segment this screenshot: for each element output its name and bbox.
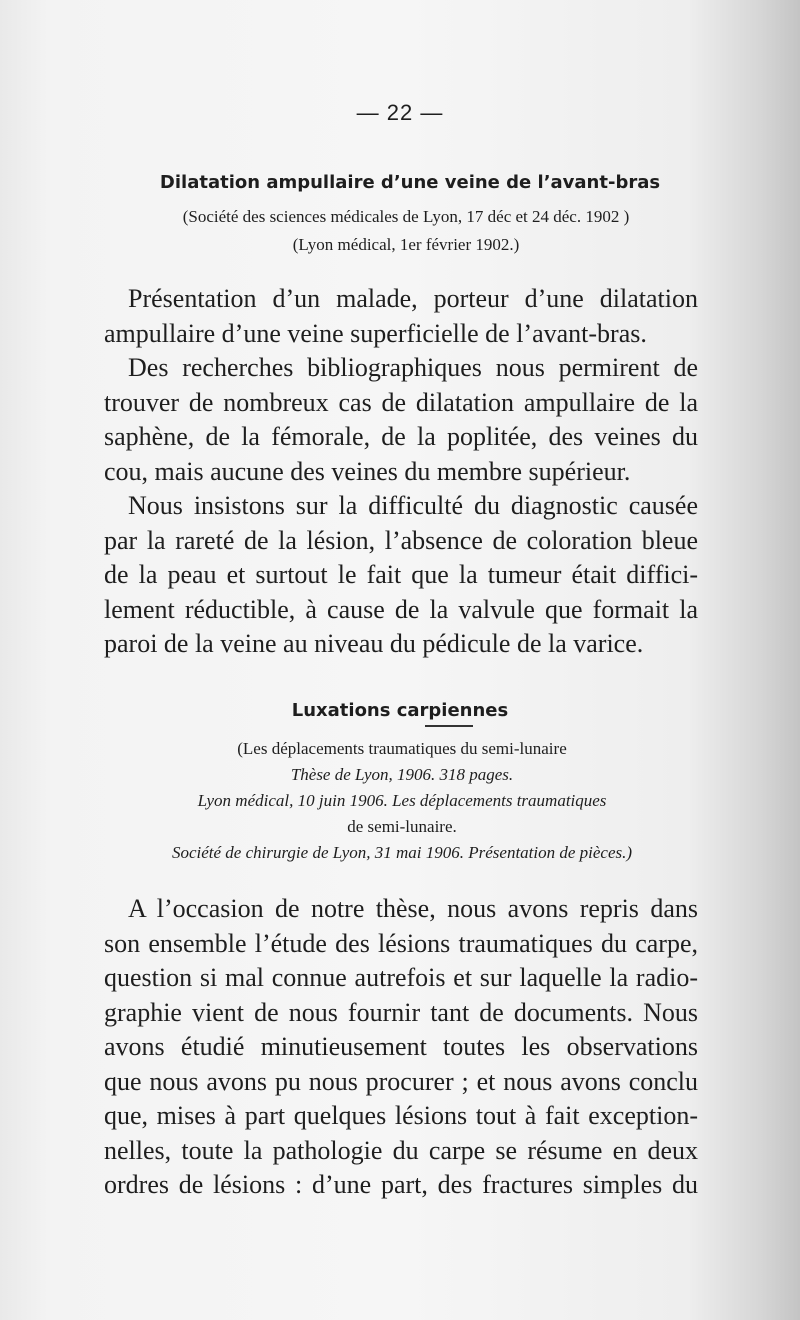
text-line: Nous insistons sur la difficulté du diagnostic causée bbox=[128, 491, 698, 520]
text-line: saphène, de la fémorale, de la poplitée, des veines du bbox=[104, 422, 698, 451]
text-line: que, mises à part quelques lésions tout à fait exception- bbox=[104, 1101, 698, 1130]
text-line: graphie vient de nous fournir tant de documents. Nous bbox=[104, 997, 698, 1027]
text-line: ampullaire d’une veine superficielle de l’avant-bras. bbox=[104, 318, 647, 348]
text-line: de la peau et surtout le fait que la tumeur était diffici- bbox=[104, 560, 698, 589]
text-line: trouver de nombreux cas de dilatation ampullaire de la bbox=[104, 387, 698, 417]
text-line: cou, mais aucune des veines du membre supérieur. bbox=[104, 456, 631, 486]
text-line: par la rareté de la lésion, l’absence de coloration bleue bbox=[104, 525, 698, 555]
text-line: Des recherches bibliographiques nous permirent de bbox=[128, 353, 698, 382]
section-title-luxations: Luxations carpiennes bbox=[291, 700, 509, 721]
text-line: Présentation d’un malade, porteur d’une dilatation bbox=[128, 284, 698, 313]
paragraph-recherches bbox=[104, 351, 698, 489]
reference-line-societe: (Société des sciences médicales de Lyon, 17 déc et 24 déc. 1902 ) bbox=[182, 207, 630, 226]
text-line: que nous avons pu nous procurer ; et nous avons conclu bbox=[104, 1066, 698, 1096]
page-number: — 22 — bbox=[356, 100, 444, 125]
text-line: paroi de la veine au niveau du pédicule de la varice. bbox=[104, 629, 644, 658]
reference-line: (Les déplacements traumatiques du semi-lunaire bbox=[237, 739, 567, 758]
title-divider bbox=[425, 725, 473, 727]
text-line: question si mal connue autrefois et sur laquelle la radio- bbox=[104, 963, 698, 992]
reference-line: Société de chirurgie de Lyon, 31 mai 1906. Présentation de pièces.) bbox=[171, 843, 633, 862]
text-line: nelles, toute la pathologie du carpe se résume en deux bbox=[104, 1135, 698, 1165]
section-title-dilatation: Dilatation ampullaire d’une veine de l’avant-bras bbox=[159, 172, 661, 193]
reference-line-lyon-medical: (Lyon médical, 1er février 1902.) bbox=[292, 235, 520, 254]
text-line: lement réductible, à cause de la valvule que formait la bbox=[104, 594, 698, 624]
references-luxations bbox=[100, 736, 704, 866]
text-line: son ensemble l’étude des lésions traumatiques du carpe, bbox=[104, 928, 698, 958]
reference-line: Thèse de Lyon, 1906. 318 pages. bbox=[290, 765, 514, 784]
paragraph-diagnostic bbox=[104, 489, 698, 662]
reference-line: Lyon médical, 10 juin 1906. Les déplacements traumatiques bbox=[197, 791, 607, 810]
reference-line: de semi-lunaire. bbox=[347, 817, 457, 836]
paragraph-presentation bbox=[104, 282, 698, 351]
paragraph-these bbox=[104, 892, 698, 1203]
text-line: ordres de lésions : d’une part, des fractures simples du bbox=[104, 1170, 698, 1199]
text-line: A l’occasion de notre thèse, nous avons repris dans bbox=[128, 894, 698, 923]
text-line: avons étudié minutieusement toutes les observations bbox=[104, 1032, 698, 1061]
